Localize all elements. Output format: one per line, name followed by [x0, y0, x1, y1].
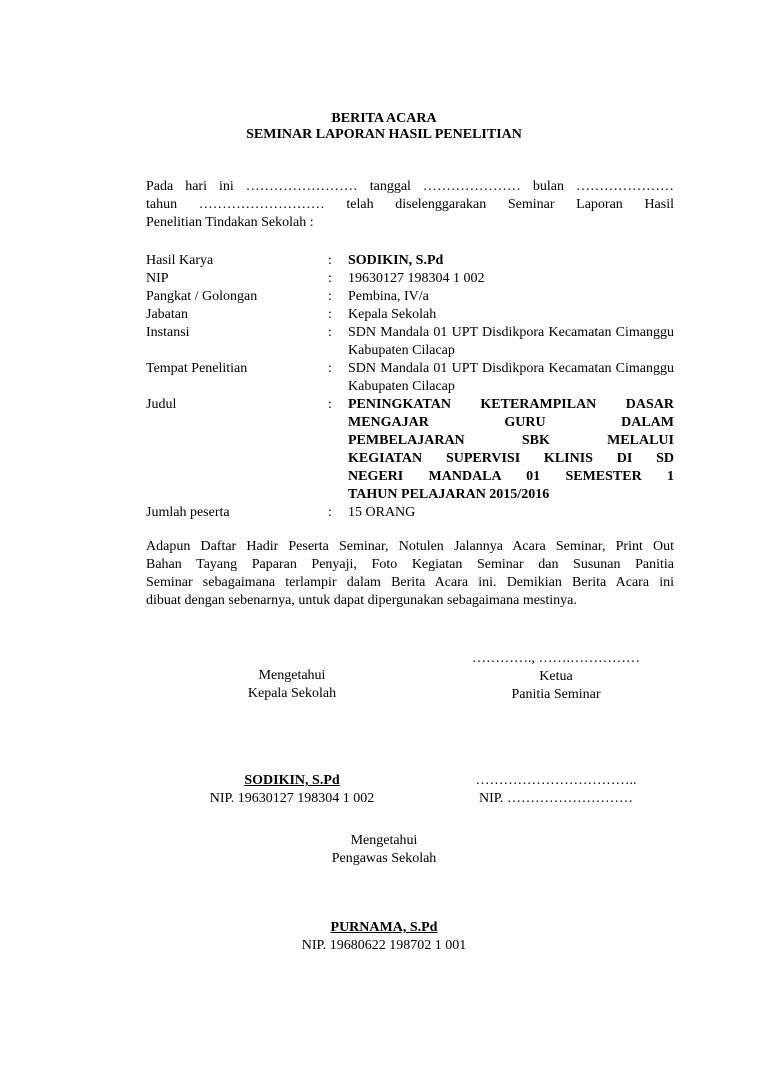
- field-colon: :: [328, 397, 332, 412]
- field-pangkat: [146, 288, 674, 306]
- field-nip: [146, 270, 674, 288]
- field-colon: :: [328, 289, 332, 304]
- intro-line-2: tahun ……………………… telah diselenggarakan Seminar Laporan Hasil: [146, 197, 674, 212]
- field-instansi: [146, 324, 674, 360]
- field-colon: :: [328, 271, 332, 286]
- closing-line-1: Adapun Daftar Hadir Peserta Seminar, Notulen Jalannya Acara Seminar, Print Out: [146, 539, 674, 554]
- field-label: Jumlah peserta: [146, 505, 230, 520]
- right-date-placeholder: …………., …….……………: [472, 651, 640, 666]
- field-value: Pembina, IV/a: [348, 289, 429, 304]
- judul-line: PENINGKATAN KETERAMPILAN DASAR: [348, 397, 674, 412]
- field-value: SDN Mandala 01 UPT Disdikpora Kecamatan Cimanggu Kabupaten Cilacap: [348, 325, 674, 358]
- field-label: Judul: [146, 397, 177, 412]
- signature-right-heading: [456, 650, 656, 704]
- field-tempat-penelitian: [146, 360, 674, 396]
- signature-bottom-heading: [284, 832, 484, 868]
- field-label: Hasil Karya: [146, 253, 214, 268]
- left-signatory-nip: NIP. 19630127 198304 1 002: [209, 791, 375, 806]
- intro-paragraph: [146, 178, 674, 232]
- field-value: Kepala Sekolah: [348, 307, 437, 322]
- right-signatory-name: ……………………………..: [475, 773, 637, 788]
- left-role: Kepala Sekolah: [247, 686, 337, 701]
- field-value: SODIKIN, S.Pd: [348, 253, 444, 268]
- field-value: 19630127 198304 1 002: [348, 271, 485, 286]
- field-jumlah-peserta: [146, 504, 674, 522]
- field-colon: :: [328, 253, 332, 268]
- field-label: Tempat Penelitian: [146, 361, 248, 376]
- document-subtitle: SEMINAR LAPORAN HASIL PENELITIAN: [246, 127, 522, 142]
- bottom-signatory-nip: NIP. 19680622 198702 1 001: [301, 938, 467, 953]
- field-colon: :: [328, 325, 332, 340]
- field-label: Instansi: [146, 325, 190, 340]
- identity-fields: [146, 252, 674, 522]
- signature-left-heading: [192, 667, 392, 703]
- left-mengetahui: Mengetahui: [258, 668, 326, 683]
- intro-line-3: Penelitian Tindakan Sekolah :: [146, 215, 314, 230]
- judul-line: NEGERI MANDALA 01 SEMESTER 1: [348, 469, 674, 484]
- closing-line-2: Bahan Tayang Paparan Penyaji, Foto Kegiatan Seminar dan Susunan Panitia: [146, 557, 674, 572]
- field-judul: [146, 396, 674, 504]
- judul-line: TAHUN PELAJARAN 2015/2016: [348, 487, 550, 502]
- field-value-judul: [348, 396, 674, 504]
- field-colon: :: [328, 307, 332, 322]
- closing-line-3: Seminar sebagaimana terlampir dalam Berita Acara ini. Demikian Berita Acara ini: [146, 575, 674, 590]
- field-label: Jabatan: [146, 307, 188, 322]
- document-title: BERITA ACARA: [331, 111, 437, 126]
- left-signatory-name: SODIKIN, S.Pd: [244, 773, 340, 788]
- judul-line: KEGIATAN SUPERVISI KLINIS DI SD: [348, 451, 674, 466]
- field-value: SDN Mandala 01 UPT Disdikpora Kecamatan Cimanggu Kabupaten Cilacap: [348, 361, 674, 394]
- closing-line-4: dibuat dengan sebenarnya, untuk dapat dipergunakan sebagaimana mestinya.: [146, 593, 577, 608]
- bottom-role: Pengawas Sekolah: [331, 851, 437, 866]
- field-label: Pangkat / Golongan: [146, 289, 258, 304]
- right-role: Panitia Seminar: [511, 687, 601, 702]
- intro-line-1: Pada hari ini …………………… tanggal ………………… bulan …………………: [146, 179, 674, 194]
- field-label: NIP: [146, 271, 169, 286]
- judul-line: PEMBELAJARAN SBK MELALUI: [348, 433, 674, 448]
- bottom-mengetahui: Mengetahui: [350, 833, 418, 848]
- field-colon: :: [328, 361, 332, 376]
- closing-paragraph: [146, 538, 674, 610]
- field-colon: :: [328, 505, 332, 520]
- field-hasil-karya: [146, 252, 674, 270]
- field-value: 15 ORANG: [348, 505, 416, 520]
- judul-line: MENGAJAR GURU DALAM: [348, 415, 674, 430]
- field-jabatan: [146, 306, 674, 324]
- right-ketua: Ketua: [539, 669, 573, 684]
- right-signatory-nip: NIP. ………………………: [478, 791, 633, 806]
- bottom-signatory-name: PURNAMA, S.Pd: [330, 920, 438, 935]
